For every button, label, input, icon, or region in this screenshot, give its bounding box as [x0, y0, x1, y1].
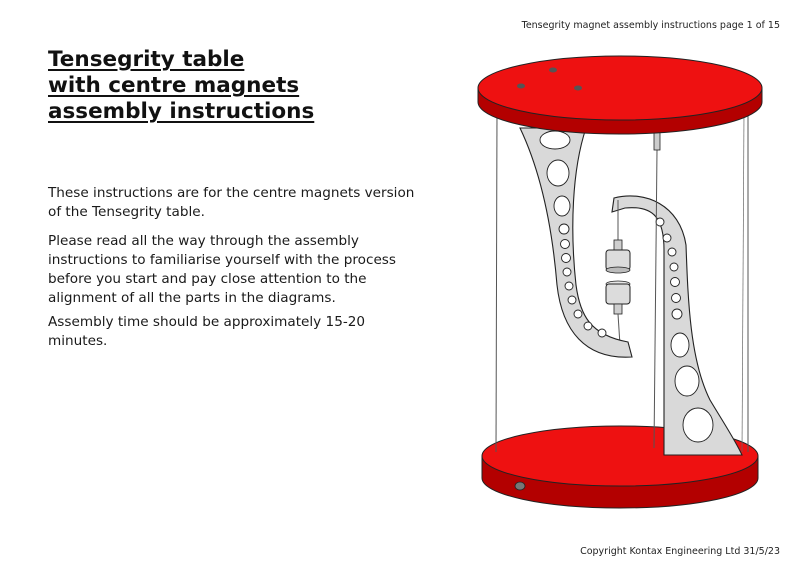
top-disc: [478, 56, 762, 134]
tensegrity-table-illustration: [460, 50, 780, 510]
page-footer: Copyright Kontax Engineering Ltd 31/5/23: [580, 546, 780, 557]
centre-magnets: [606, 200, 630, 345]
page-title: [48, 47, 314, 125]
title-line-3: assembly instructions: [48, 99, 315, 124]
right-arm: [612, 196, 742, 455]
title-line-2: with centre magnets: [48, 73, 300, 98]
intro-paragraph: These instructions are for the centre magnets version of the Tensegrity table.: [48, 185, 415, 220]
title-line-1: Tensegrity table: [48, 47, 245, 72]
page-header: Tensegrity magnet assembly instructions page 1 of 15: [521, 20, 780, 31]
instructions-paragraph: Please read all the way through the assembly instructions to familiarise yourself with the process before you start and pay close attention to the alignment of all the parts in the diagrams.: [48, 233, 396, 306]
assembly-time-paragraph: Assembly time should be approximately 15-20 minutes.: [48, 314, 366, 349]
